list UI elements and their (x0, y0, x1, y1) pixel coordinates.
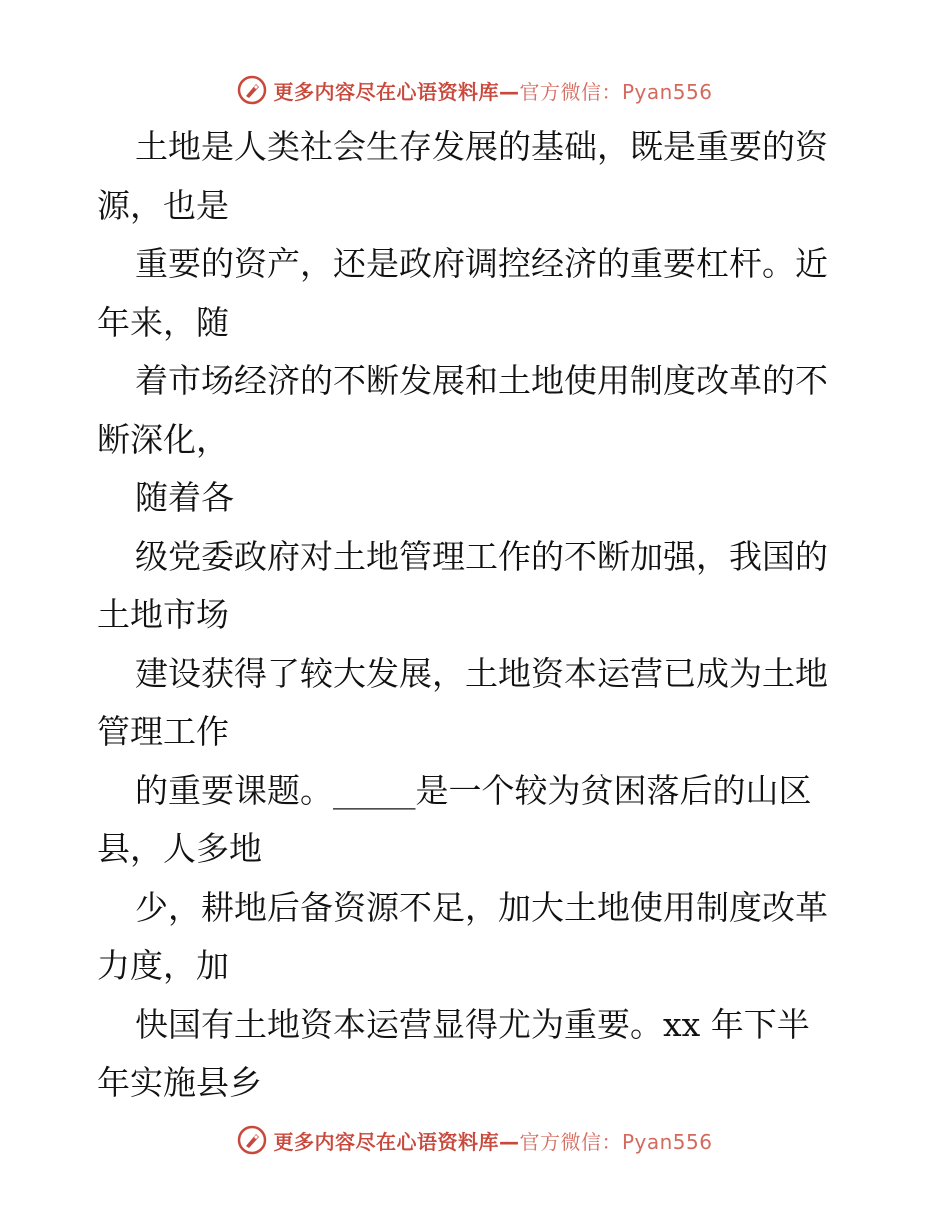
banner-wechat: 官方微信：Pyan556 (519, 1129, 713, 1154)
text-line: 断深化， (97, 419, 229, 459)
page-header-banner (0, 70, 950, 110)
pen-nib-logo-icon (237, 1125, 267, 1155)
page-footer-banner (0, 1120, 950, 1160)
banner-title: 更多内容尽在心语资料库— (273, 1129, 520, 1154)
text-line: 年来，随 (97, 302, 229, 342)
text-line: 土地市场 (97, 595, 229, 634)
text-line: 年实施县乡 (97, 1063, 262, 1102)
text-line: 重要的资产，还是政府调控经济的重要杠杆。近 (135, 244, 828, 283)
text-line: 快国有土地资本运营显得尤为重要。xx 年下半 (135, 1004, 810, 1044)
text-line: 建设获得了较大发展，土地资本运营已成为土地 (135, 653, 828, 693)
text-line: 级党委政府对土地管理工作的不断加强，我国的 (135, 536, 828, 576)
banner-text (273, 76, 712, 105)
banner-text (273, 1126, 712, 1155)
text-line: 县，人多地 (97, 829, 262, 868)
pen-nib-logo-icon (237, 75, 267, 105)
text-line: 力度，加 (97, 946, 229, 985)
text-line: 随着各 (135, 478, 234, 517)
banner-title: 更多内容尽在心语资料库— (273, 79, 520, 104)
text-line: 管理工作 (97, 712, 229, 751)
text-line: 的重要课题。_____是一个较为贫困落后的山区 (135, 770, 812, 810)
banner-wechat: 官方微信：Pyan556 (519, 79, 713, 104)
text-line: 源，也是 (97, 185, 229, 225)
text-line: 少，耕地后备资源不足，加大土地使用制度改革 (135, 887, 828, 927)
document-body (97, 118, 857, 1113)
text-line: 着市场经济的不断发展和土地使用制度改革的不 (135, 361, 828, 400)
text-line: 土地是人类社会生存发展的基础，既是重要的资 (135, 127, 828, 166)
